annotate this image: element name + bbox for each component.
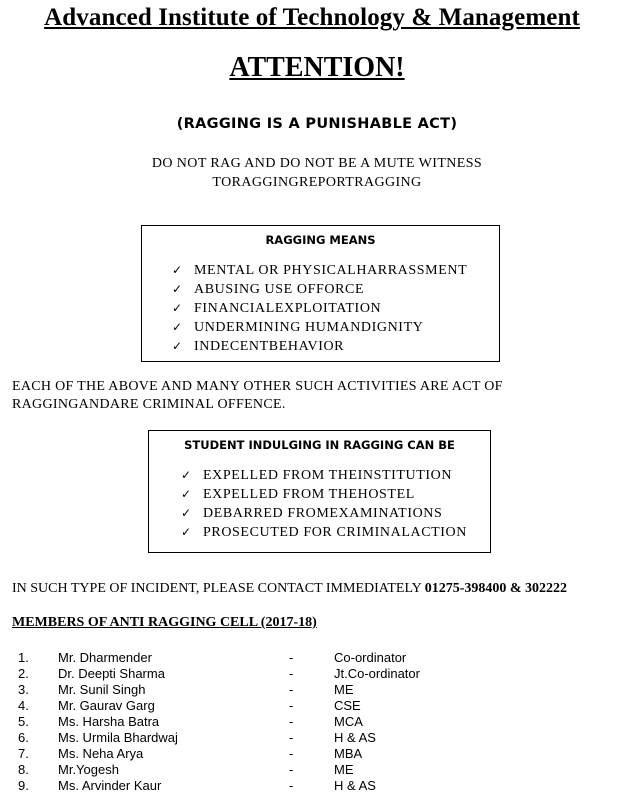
list-item: 1. Mr. Dharmender - Co-ordinator xyxy=(18,650,407,665)
checkmark-icon: ✓ xyxy=(172,282,183,296)
checkmark-icon: ✓ xyxy=(181,468,192,482)
checkmark-icon: ✓ xyxy=(172,320,183,334)
ragging-means-heading: RAGGING MEANS xyxy=(265,233,376,247)
penalty-box xyxy=(148,430,491,553)
page-title: Advanced Institute of Technology & Management xyxy=(44,4,580,31)
intro-line-2: TORAGGINGREPORTRAGGING xyxy=(212,175,422,190)
checkmark-icon: ✓ xyxy=(172,263,183,277)
ragging-means-box xyxy=(141,225,500,362)
list-item: ✓ EXPELLED FROM THEINSTITUTION xyxy=(181,468,453,483)
list-item: 6. Ms. Urmila Bhardwaj - H & AS xyxy=(18,730,376,745)
checkmark-icon: ✓ xyxy=(181,506,192,520)
list-item: 4. Mr. Gaurav Garg - CSE xyxy=(18,698,361,713)
list-item: ✓ PROSECUTED FOR CRIMINALACTION xyxy=(181,525,467,540)
list-item: 3. Mr. Sunil Singh - ME xyxy=(18,682,354,697)
list-item: ✓ INDECENTBEHAVIOR xyxy=(172,339,345,354)
list-item: ✓ FINANCIALEXPLOITATION xyxy=(172,301,382,316)
members-list xyxy=(0,650,624,794)
contact-phone: 01275-398400 & 302222 xyxy=(424,581,568,596)
list-item: 7. Ms. Neha Arya - MBA xyxy=(18,746,363,761)
contact-text: IN SUCH TYPE OF INCIDENT, PLEASE CONTACT IMMEDIATELY xyxy=(12,581,425,596)
list-item: 8. Mr.Yogesh - ME xyxy=(18,762,354,777)
contact-line xyxy=(12,581,567,597)
list-item: ✓ DEBARRED FROMEXAMINATIONS xyxy=(181,506,443,521)
list-item: ✓ MENTAL OR PHYSICALHARRASSMENT xyxy=(172,263,468,278)
list-item: ✓ UNDERMINING HUMANDIGNITY xyxy=(172,320,424,335)
attention-heading: ATTENTION! xyxy=(229,52,405,83)
criminal-note-line-1: EACH OF THE ABOVE AND MANY OTHER SUCH ACTIVITIES ARE ACT OF xyxy=(12,379,503,394)
penalty-heading: STUDENT INDULGING IN RAGGING CAN BE xyxy=(184,438,455,452)
checkmark-icon: ✓ xyxy=(181,525,192,539)
checkmark-icon: ✓ xyxy=(172,339,183,353)
penalty-list xyxy=(181,466,490,542)
checkmark-icon: ✓ xyxy=(172,301,183,315)
punishable-notice: (RAGGING IS A PUNISHABLE ACT) xyxy=(176,116,458,132)
list-item: ✓ ABUSING USE OFFORCE xyxy=(172,282,365,297)
list-item: 9. Ms. Arvinder Kaur - H & AS xyxy=(18,778,376,793)
list-item: 5. Ms. Harsha Batra - MCA xyxy=(18,714,363,729)
checkmark-icon: ✓ xyxy=(181,487,192,501)
criminal-note xyxy=(12,378,612,414)
criminal-note-line-2: RAGGINGANDARE CRIMINAL OFFENCE. xyxy=(12,397,286,412)
ragging-means-list xyxy=(172,261,499,356)
members-heading: MEMBERS OF ANTI RAGGING CELL (2017-18) xyxy=(12,615,317,630)
list-item: 2. Dr. Deepti Sharma - Jt.Co-ordinator xyxy=(18,666,420,681)
intro-line-1: DO NOT RAG AND DO NOT BE A MUTE WITNESS xyxy=(151,156,483,171)
list-item: ✓ EXPELLED FROM THEHOSTEL xyxy=(181,487,415,502)
